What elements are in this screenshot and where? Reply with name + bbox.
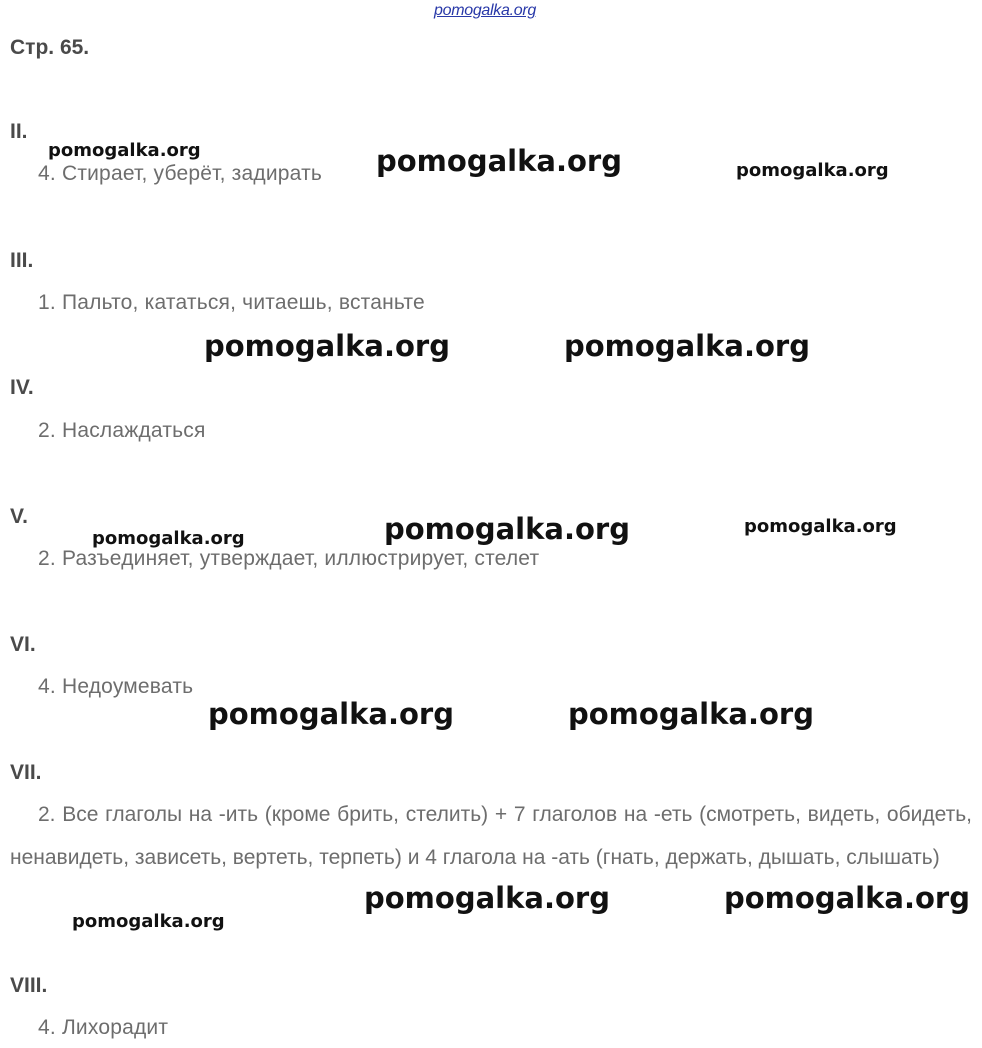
section-number-6: VI. [10,633,36,656]
watermark: pomogalka.org [376,144,622,178]
section-number-4: IV. [10,376,34,399]
answer-8: 4. Лихорадит [38,1016,169,1039]
section-number-5: V. [10,505,28,528]
answer-6: 4. Недоумевать [38,675,194,698]
watermark: pomogalka.org [568,697,814,731]
watermark: pomogalka.org [92,528,245,549]
answer-5: 2. Разъединяет, утверждает, иллюстрирует, стелет [38,547,540,570]
section-number-8: VIII. [10,974,48,997]
watermark: pomogalka.org [204,329,450,363]
watermark: pomogalka.org [364,881,610,915]
watermark: pomogalka.org [744,516,897,537]
watermark: pomogalka.org [736,160,889,181]
watermark-top: pomogalka.org [434,2,536,19]
section-number-2: II. [10,120,28,143]
answer-3: 1. Пальто, кататься, читаешь, встаньте [38,291,425,314]
answer-2: 4. Стирает, уберёт, задирать [38,162,323,185]
section-number-7: VII. [10,761,42,784]
watermark: pomogalka.org [384,512,630,546]
watermark: pomogalka.org [208,697,454,731]
answer-7: 2. Все глаголы на -ить (кроме брить, стелить) + 7 глаголов на -еть (смотреть, видеть, обидеть, ненавидеть, зависеть, вертеть, терпеть) и 4 глагола на -ать (гнать, держать, дышать, слышать) [10,803,972,869]
watermark: pomogalka.org [564,329,810,363]
watermark: pomogalka.org [48,140,201,161]
watermark: pomogalka.org [72,911,225,932]
section-number-3: III. [10,249,34,272]
watermark: pomogalka.org [724,881,970,915]
page-label: Стр. 65. [10,36,90,59]
answer-4: 2. Наслаждаться [38,419,206,442]
